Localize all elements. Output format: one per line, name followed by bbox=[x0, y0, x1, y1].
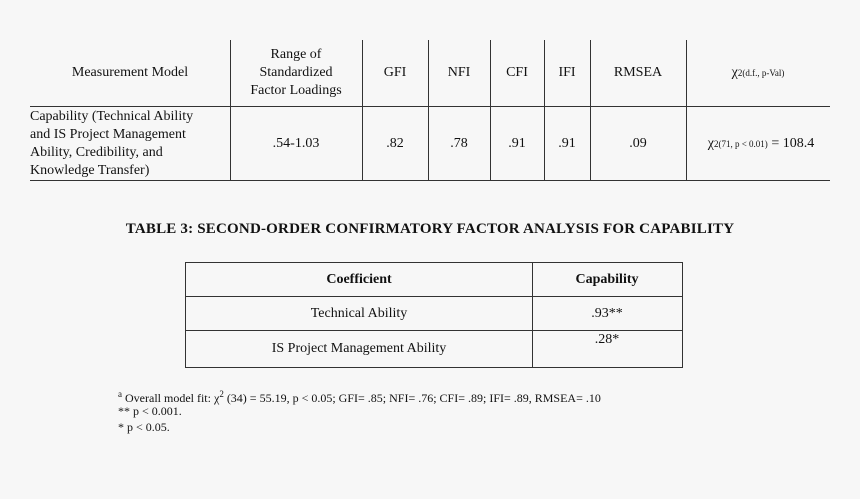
table3-title: TABLE 3: SECOND-ORDER CONFIRMATORY FACTOR ANALYSIS FOR CAPABILITY bbox=[125, 221, 735, 237]
row-chi-symbol: χ bbox=[707, 135, 714, 151]
row-cfi: .91 bbox=[508, 135, 526, 151]
header-rmsea: RMSEA bbox=[613, 65, 663, 80]
header-ifi: IFI bbox=[558, 65, 576, 80]
bottom-rule bbox=[30, 180, 830, 181]
row-model-line3: Ability, Credibility, and bbox=[30, 144, 163, 160]
header-chi-square bbox=[686, 40, 830, 106]
cfa-row-coefficient: IS Project Management Ability bbox=[271, 340, 447, 356]
header-range-line1: Range of bbox=[270, 47, 322, 62]
row-chi-value: = 108.4 bbox=[771, 135, 815, 151]
footnote-a-sup: 2 bbox=[219, 389, 224, 399]
row-nfi: .78 bbox=[450, 135, 468, 151]
cfa-row-capability: .28* bbox=[594, 332, 620, 347]
row-model-line1: Capability (Technical Ability bbox=[30, 108, 194, 124]
row-range: .54-1.03 bbox=[272, 135, 320, 151]
footnote-a-pre: Overall model fit: χ bbox=[122, 391, 220, 405]
chi-sup: 2 bbox=[737, 68, 743, 78]
row-rmsea: .09 bbox=[629, 135, 647, 151]
row-measurement-model bbox=[30, 107, 230, 180]
row-gfi: .82 bbox=[386, 135, 404, 151]
cfa-header-capability: Capability bbox=[575, 271, 639, 287]
header-range-line2: Standardized bbox=[259, 65, 333, 80]
header-measurement-model: Measurement Model bbox=[71, 65, 189, 80]
header-range bbox=[230, 40, 362, 106]
footnote-overall-fit bbox=[118, 386, 601, 406]
header-range-line3: Factor Loadings bbox=[250, 83, 342, 98]
row-model-line2: and IS Project Management bbox=[30, 126, 186, 142]
chi-symbol: χ bbox=[731, 65, 738, 80]
row-ifi: .91 bbox=[558, 135, 576, 151]
header-cfi: CFI bbox=[506, 65, 528, 80]
footnote-p001: ** p < 0.001. bbox=[118, 404, 182, 418]
row-model-line4: Knowledge Transfer) bbox=[30, 162, 150, 178]
row-chi-sup: 2 bbox=[713, 138, 719, 149]
cfa-row-capability: .93** bbox=[591, 305, 623, 321]
header-gfi: GFI bbox=[383, 65, 407, 80]
chi-sub: (d.f., p-Val) bbox=[742, 68, 785, 78]
row-chi-sub: (71, p < 0.01) bbox=[718, 138, 768, 149]
footnote-p005: * p < 0.05. bbox=[118, 420, 170, 434]
cfa-header-coefficient: Coefficient bbox=[326, 271, 392, 287]
cfa-row-coefficient: Technical Ability bbox=[310, 305, 408, 321]
header-nfi: NFI bbox=[447, 65, 471, 80]
row-chi-square bbox=[686, 107, 836, 180]
footnote-mark: a bbox=[118, 389, 122, 399]
footnote-a-post: (34) = 55.19, p < 0.05; GFI= .85; NFI= .76; CFI= .89; IFI= .89, RMSEA= .10 bbox=[223, 391, 601, 405]
